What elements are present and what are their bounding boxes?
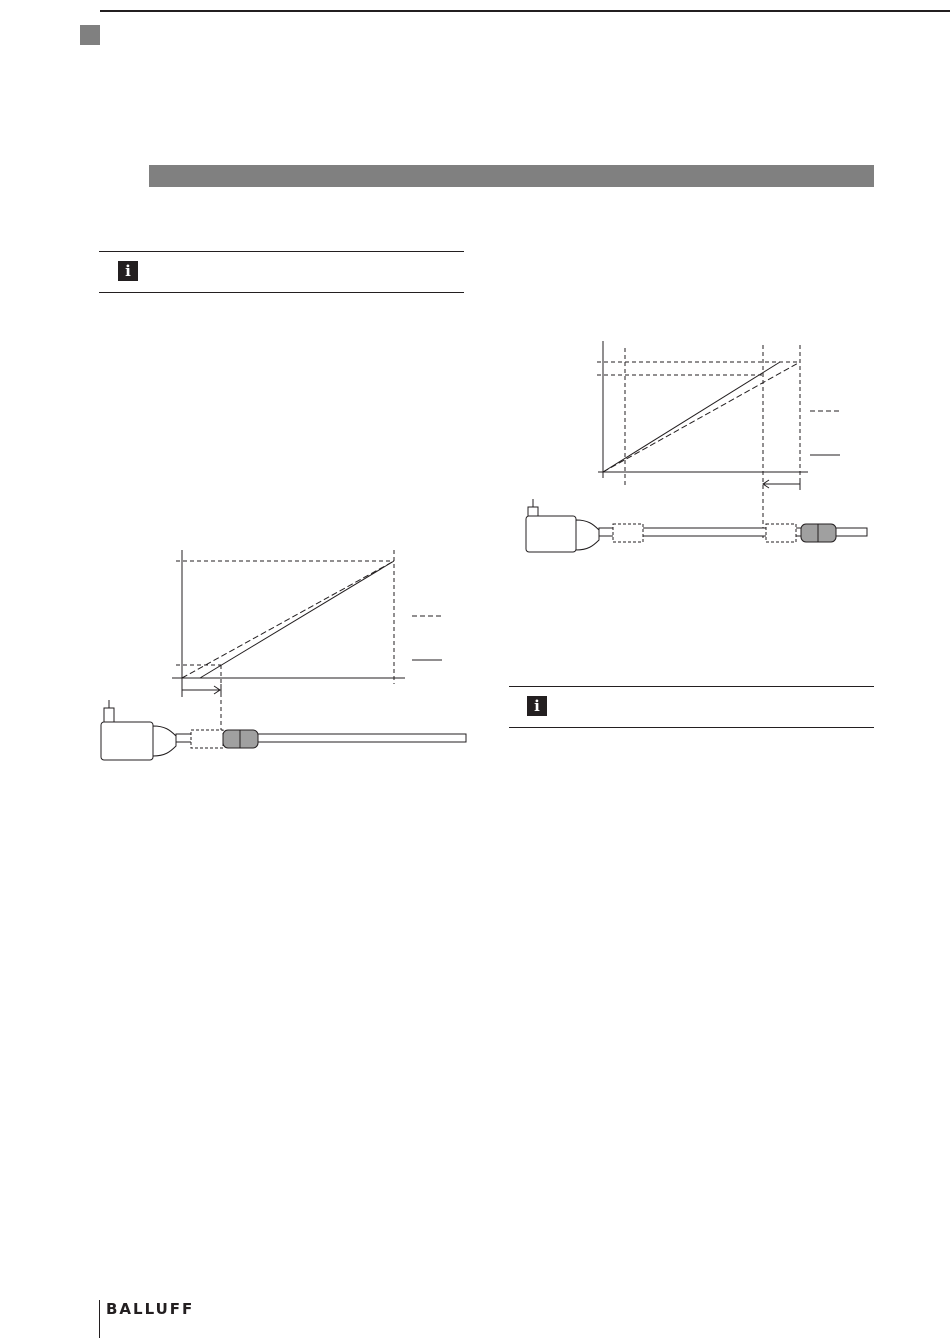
right-flange bbox=[576, 520, 599, 550]
footer-rule bbox=[99, 1300, 100, 1338]
balluff-logo: BALLUFF bbox=[106, 1300, 195, 1318]
right-real-line bbox=[603, 362, 780, 472]
right-sensor-drawing bbox=[526, 499, 867, 552]
info-icon-glyph: i bbox=[534, 697, 540, 715]
right-ghost-magnet-end bbox=[766, 524, 796, 542]
right-ideal-line bbox=[603, 362, 800, 472]
right-ghost-magnet-start bbox=[613, 524, 643, 542]
info-icon-glyph: i bbox=[125, 262, 131, 280]
right-sensor-head bbox=[526, 516, 576, 552]
